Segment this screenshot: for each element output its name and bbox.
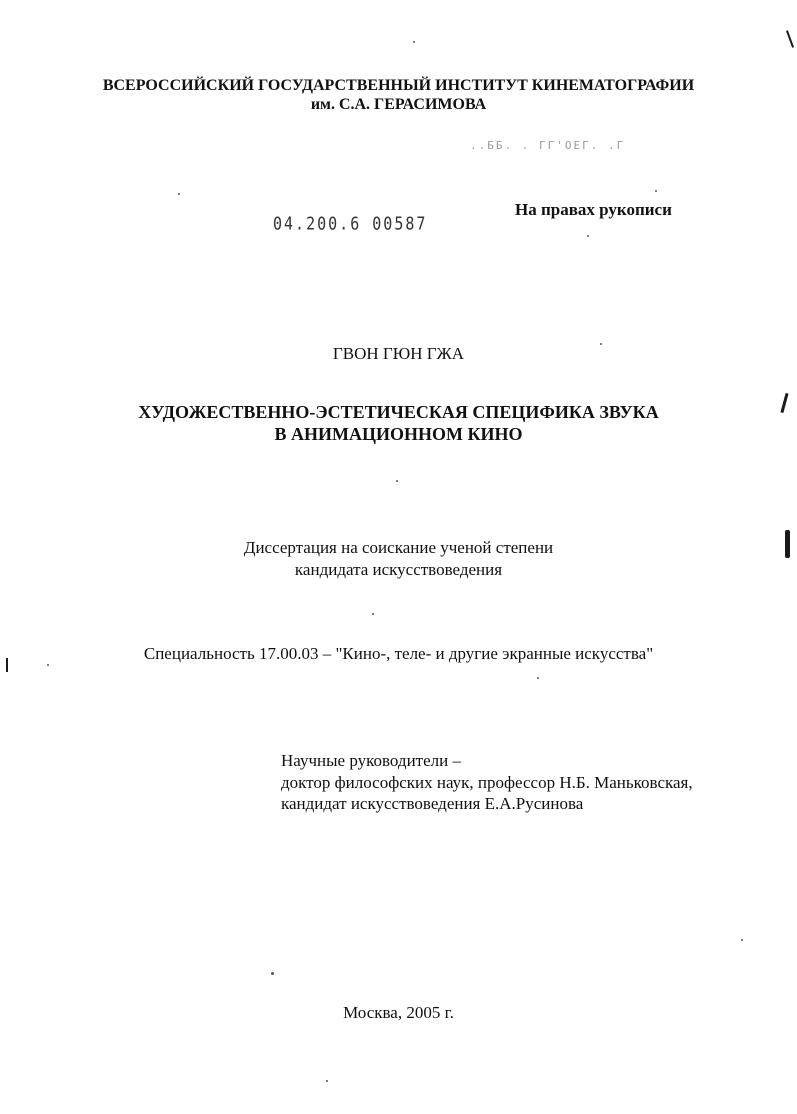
scan-speck <box>600 343 602 345</box>
scan-speck <box>271 972 274 975</box>
scan-speck <box>326 1080 328 1082</box>
scan-edge-mark <box>6 658 8 672</box>
institute-name-line1: ВСЕРОССИЙСКИЙ ГОСУДАРСТВЕННЫЙ ИНСТИТУТ КИНЕМАТОГРАФИИ <box>102 77 695 94</box>
scan-speck <box>537 677 539 679</box>
scan-speck <box>47 664 49 666</box>
scan-speck <box>396 480 398 482</box>
scan-speck <box>372 613 374 615</box>
dissertation-title-line2: В АНИМАЦИОННОМ КИНО <box>274 424 523 444</box>
institute-name-line2: им. С.А. ГЕРАСИМОВА <box>310 96 487 113</box>
scan-speck <box>178 193 180 195</box>
faded-stamp-text: ..ББ. . ГГ'ОЕГ. .Г <box>470 139 626 152</box>
scan-edge-mark <box>786 30 794 48</box>
rights-note: На правах рукописи <box>515 200 672 219</box>
scan-speck <box>587 235 589 237</box>
scan-speck <box>741 939 743 941</box>
supervisor-2: кандидат искусствоведения Е.А.Русинова <box>281 794 584 813</box>
archive-serial-number: 04.200.6 00587 <box>273 212 428 235</box>
city-year: Москва, 2005 г. <box>343 1003 454 1022</box>
author-name: ГВОН ГЮН ГЖА <box>332 344 465 363</box>
scan-edge-mark <box>785 530 790 558</box>
scan-speck <box>413 41 415 43</box>
supervisors-heading: Научные руководители – <box>281 751 461 770</box>
degree-line1: Диссертация на соискание ученой степени <box>243 538 554 557</box>
dissertation-title-line1: ХУДОЖЕСТВЕННО-ЭСТЕТИЧЕСКАЯ СПЕЦИФИКА ЗВУКА <box>138 402 659 422</box>
scan-speck <box>655 190 657 192</box>
supervisor-1: доктор философских наук, профессор Н.Б. Маньковская, <box>281 773 693 792</box>
degree-line2: кандидата искусствоведения <box>294 560 503 579</box>
specialty-line: Специальность 17.00.03 – "Кино-, теле- и другие экранные искусства" <box>143 644 654 663</box>
